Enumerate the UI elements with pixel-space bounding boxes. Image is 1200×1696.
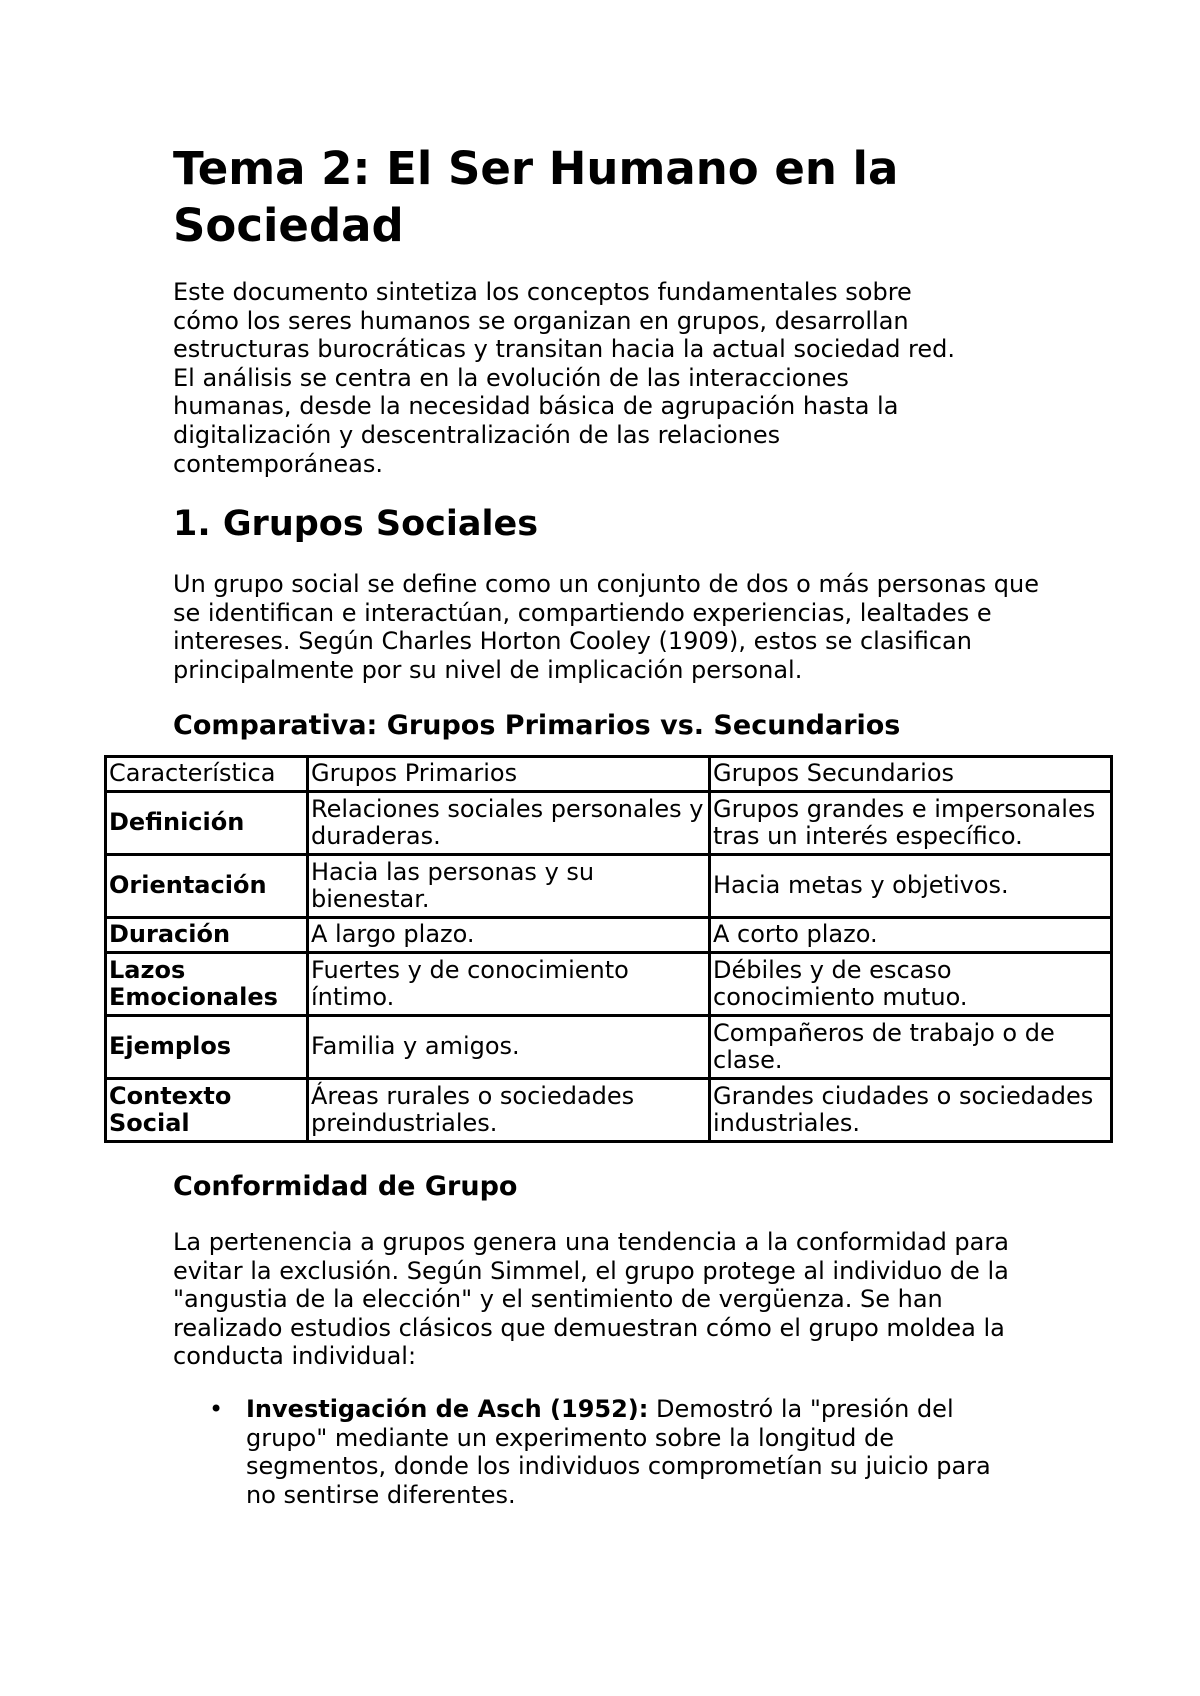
table-row [106,953,1112,1016]
comparison-table [104,755,1113,1143]
section-heading-grupos-sociales: 1. Grupos Sociales [173,504,539,545]
bullet-icon: • [209,1394,224,1423]
table-cell: Grandes ciudades o sociedades industriales. [710,1079,1112,1142]
table-cell: Familia y amigos. [308,1016,710,1079]
table-header-cell: Característica [106,757,308,792]
table-row [106,918,1112,953]
table-row [106,1079,1112,1142]
table-cell: Hacia metas y objetivos. [710,855,1112,918]
list-item-text: Demostró la "presión del grupo" mediante un experimento sobre la longitud de segmentos, donde los individuos comprometían su juicio para no sentirse diferentes. [246,1394,991,1509]
table-row-label: Ejemplos [106,1016,308,1079]
table-cell: Áreas rurales o sociedades preindustriales. [308,1079,710,1142]
list-item [173,1395,1023,1509]
table-row-label: Orientación [106,855,308,918]
table-header-row [106,757,1112,792]
table-row-label: Lazos Emocionales [106,953,308,1016]
table-row-label: Duración [106,918,308,953]
table-cell: A largo plazo. [308,918,710,953]
document-content [173,140,1053,743]
table-cell: Compañeros de trabajo o de clase. [710,1016,1112,1079]
table-header-cell: Grupos Primarios [308,757,710,792]
conformity-paragraph: La pertenencia a grupos genera una tendencia a la conformidad para evitar la exclusión. Según Simmel, el grupo protege al individuo de la "angustia de la elección" y el sentimiento de vergüenza. Se han realizado estudios clásicos que demuestran cómo el grupo moldea la conducta individual: [173,1228,1009,1371]
table-row-label: Definición [106,792,308,855]
table-cell: Hacia las personas y su bienestar. [308,855,710,918]
conformity-heading: Conformidad de Grupo [173,1171,518,1202]
table-row [106,792,1112,855]
comparison-table-wrapper [104,755,1110,1143]
intro-paragraph: Este documento sintetiza los conceptos fundamentales sobre cómo los seres humanos se organizan en grupos, desarrollan estructuras burocráticas y transitan hacia la actual sociedad red. El análisis se centra en la evolución de las interacciones humanas, desde la necesidad básica de agrupación hasta la digitalización y descentralización de las relaciones contemporáneas. [173,278,956,478]
conformity-section [173,1170,1053,1509]
list-item-lead: Investigación de Asch (1952): [246,1394,649,1423]
table-cell: Fuertes y de conocimiento íntimo. [308,953,710,1016]
table-cell: Grupos grandes e impersonales tras un interés específico. [710,792,1112,855]
table-cell: Relaciones sociales personales y duraderas. [308,792,710,855]
table-cell: Débiles y de escaso conocimiento mutuo. [710,953,1112,1016]
table-cell: A corto plazo. [710,918,1112,953]
study-list [173,1395,1023,1509]
table-row-label: Contexto Social [106,1079,308,1142]
table-header-cell: Grupos Secundarios [710,757,1112,792]
table-row [106,1016,1112,1079]
section-paragraph-grupos-sociales: Un grupo social se define como un conjunto de dos o más personas que se identifican e interactúan, compartiendo experiencias, lealtades e intereses. Según Charles Horton Cooley (1909), estos se clasifican principalmente por su nivel de implicación personal. [173,570,1039,684]
table-row [106,855,1112,918]
document-title: Tema 2: El Ser Humano en la Sociedad [173,142,899,252]
table-heading: Comparativa: Grupos Primarios vs. Secundarios [173,709,901,741]
